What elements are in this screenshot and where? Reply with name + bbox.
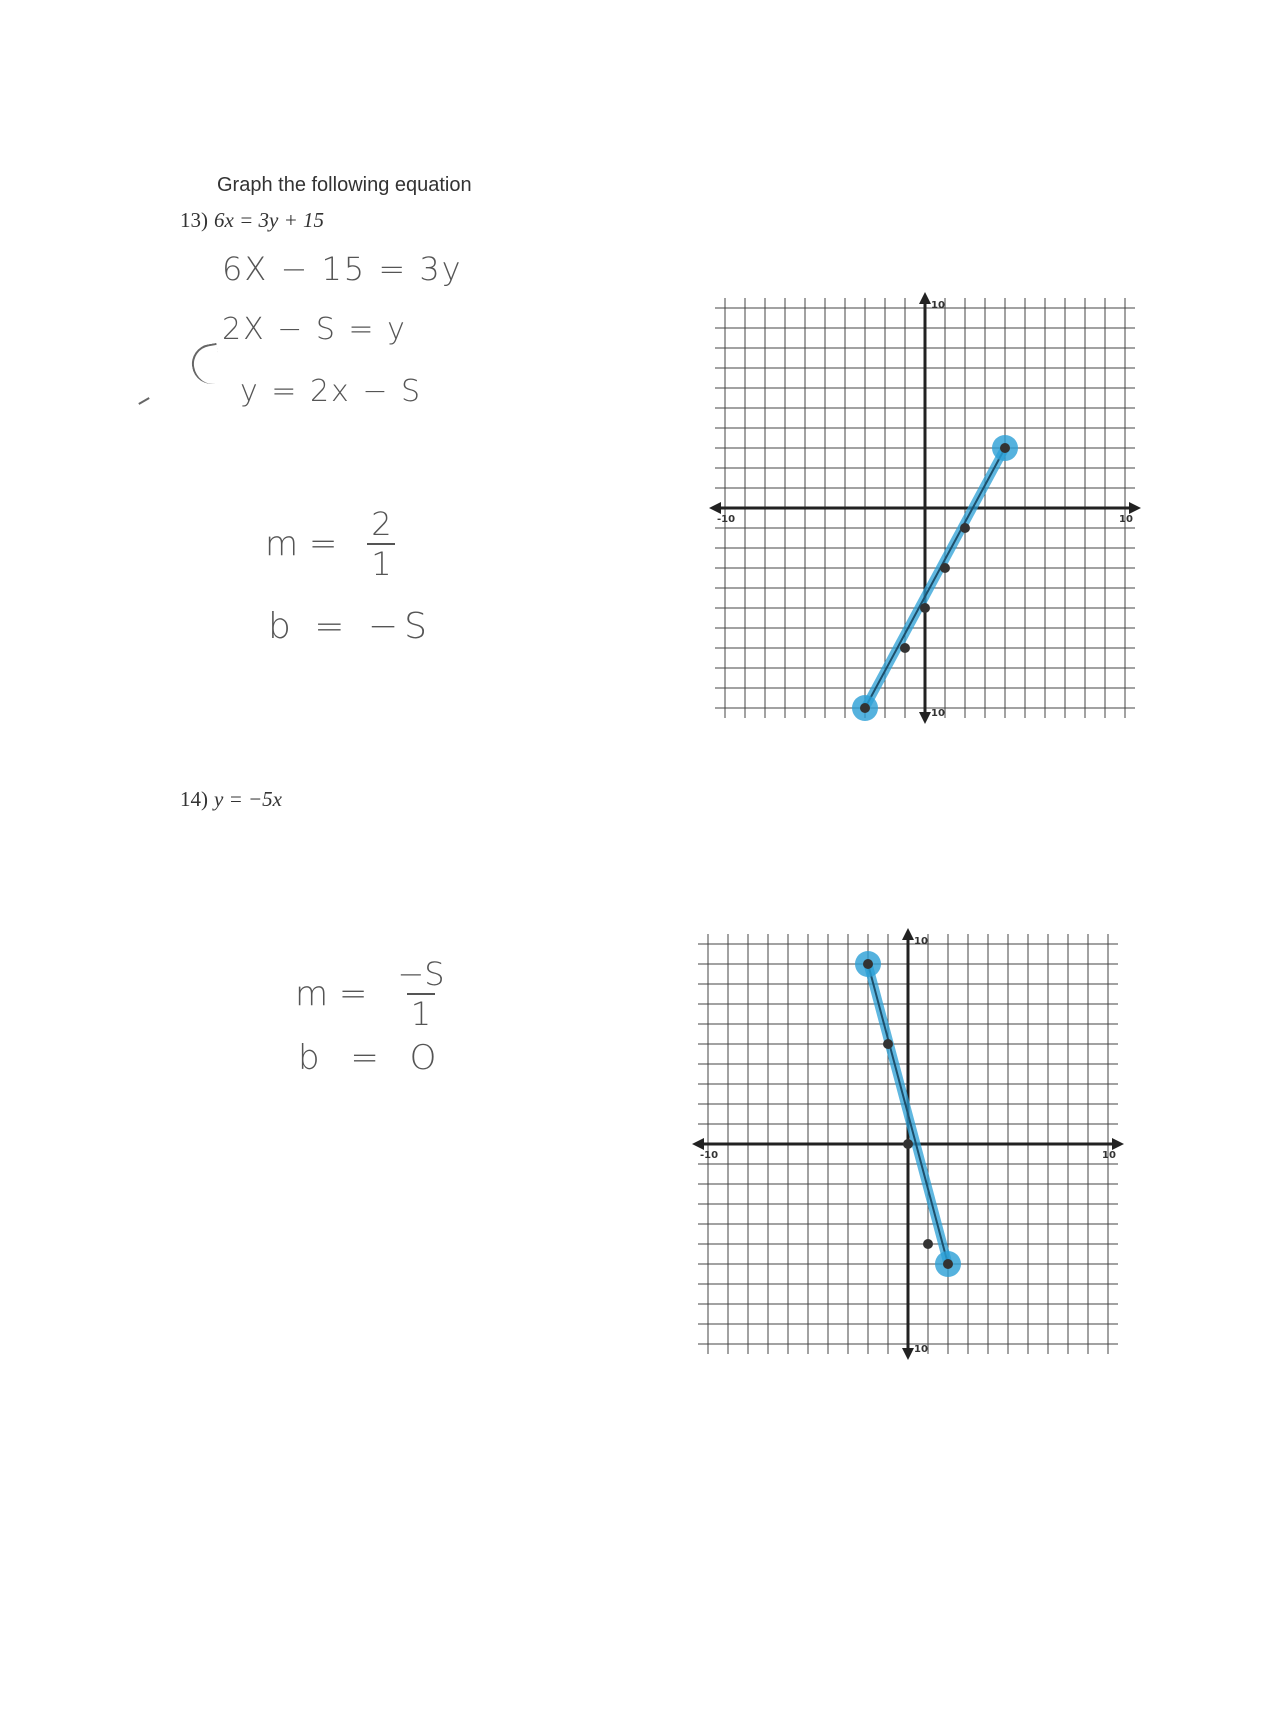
work-13-line-1: 6X − 15 = 3y <box>222 250 463 288</box>
y-axis-arrow-up <box>902 928 914 940</box>
graphed-line <box>865 448 1005 708</box>
slope-13 <box>265 505 395 583</box>
plotted-point <box>883 1039 893 1049</box>
y-axis-bottom-label: 10 <box>914 1344 928 1355</box>
x-axis-arrow-right <box>1112 1138 1124 1150</box>
plotted-point <box>900 643 910 653</box>
y-axis-top-label: 10 <box>914 936 928 947</box>
problem-14-number: 14) <box>180 787 208 811</box>
x-axis-right-label: 10 <box>1102 1150 1116 1161</box>
y-axis-arrow-up <box>919 292 931 304</box>
x-axis-arrow-left <box>709 502 721 514</box>
plotted-point <box>923 1239 933 1249</box>
graph-14 <box>698 934 1118 1354</box>
curved-arrow-icon <box>189 343 224 387</box>
work-13-line-2: 2X − S = y <box>222 312 407 347</box>
plotted-point <box>920 603 930 613</box>
instructions-text: Graph the following equation <box>217 174 472 196</box>
line-endpoint-arrow <box>863 959 873 969</box>
problem-13-equation: 6x = 3y + 15 <box>214 208 324 232</box>
y-axis-bottom-label: 10 <box>931 708 945 719</box>
problem-13-label <box>180 208 324 233</box>
problem-13-number: 13) <box>180 208 208 232</box>
y-axis-top-label: 10 <box>931 300 945 311</box>
slope-14 <box>295 955 445 1033</box>
plotted-point <box>940 563 950 573</box>
x-axis-arrow-right <box>1129 502 1141 514</box>
plotted-point <box>903 1139 913 1149</box>
y-axis-arrow-down <box>919 712 931 724</box>
graph-13 <box>715 298 1135 718</box>
slope-14-label: m = <box>295 974 368 1014</box>
slope-14-denominator: 1 <box>410 995 432 1033</box>
slope-13-label: m = <box>265 524 338 564</box>
slope-13-denominator: 1 <box>371 545 392 583</box>
line-endpoint-arrow <box>1000 443 1010 453</box>
x-axis-arrow-left <box>692 1138 704 1150</box>
line-endpoint-arrow <box>943 1259 953 1269</box>
intercept-13: b = −S <box>268 606 433 647</box>
line-endpoint-arrow <box>860 703 870 713</box>
intercept-14: b = O <box>298 1038 447 1078</box>
x-axis-right-label: 10 <box>1119 514 1133 525</box>
y-axis-arrow-down <box>902 1348 914 1360</box>
slope-14-numerator: −S <box>397 955 445 993</box>
work-13-line-3: y = 2x − S <box>240 374 423 409</box>
problem-14-equation: y = −5x <box>214 787 282 811</box>
x-axis-left-label: -10 <box>717 514 736 525</box>
slope-13-numerator: 2 <box>371 505 392 543</box>
stray-mark <box>138 397 149 405</box>
x-axis-left-label: -10 <box>700 1150 719 1161</box>
problem-14-label <box>180 787 282 812</box>
plotted-point <box>960 523 970 533</box>
